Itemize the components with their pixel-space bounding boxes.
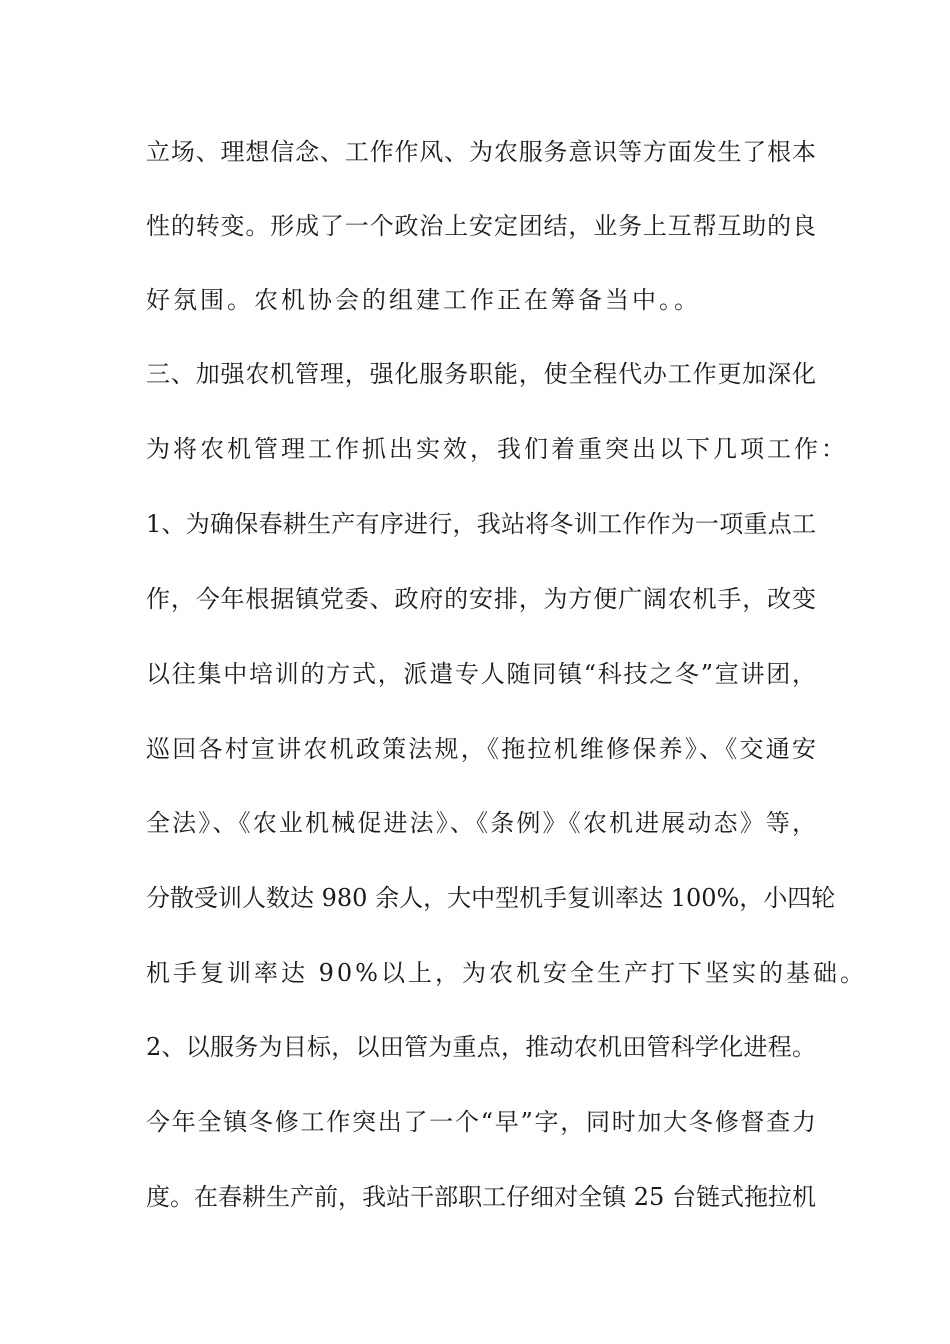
- text-line: 度。在春耕生产前，我站干部职工仔细对全镇 25 台链式拖拉机: [146, 1183, 816, 1211]
- section-heading: 三、加强农机管理，强化服务职能，使全程代办工作更加深化: [146, 360, 816, 388]
- text-line: 好氛围。农机协会的组建工作正在筹备当中。。: [146, 286, 701, 314]
- text-line: 性的转变。形成了一个政治上安定团结，业务上互帮互助的良: [146, 212, 816, 240]
- text-line: 巡回各村宣讲农机政策法规，《拖拉机维修保养》、《交通安: [146, 735, 816, 763]
- text-line: 作，今年根据镇党委、政府的安排，为方便广阔农机手，改变: [146, 585, 816, 613]
- text-line: 立场、理想信念、工作作风、为农服务意识等方面发生了根本: [146, 138, 816, 166]
- text-line: 机手复训率达 90%以上，为农机安全生产打下坚实的基础。: [146, 959, 867, 987]
- list-item: 1、为确保春耕生产有序进行，我站将冬训工作作为一项重点工: [146, 510, 816, 538]
- text-line: 为将农机管理工作抓出实效，我们着重突出以下几项工作：: [146, 435, 848, 463]
- text-line: 全法》、《农业机械促进法》、《条例》《农机进展动态》等，: [146, 809, 816, 837]
- text-line: 分散受训人数达 980 余人，大中型机手复训率达 100%，小四轮: [146, 884, 836, 912]
- list-item: 2、以服务为目标，以田管为重点，推动农机田管科学化进程。: [146, 1033, 816, 1061]
- text-line: 今年全镇冬修工作突出了一个“早”字，同时加大冬修督查力: [146, 1108, 816, 1136]
- text-line: 以往集中培训的方式，派遣专人随同镇“科技之冬”宣讲团，: [146, 660, 816, 688]
